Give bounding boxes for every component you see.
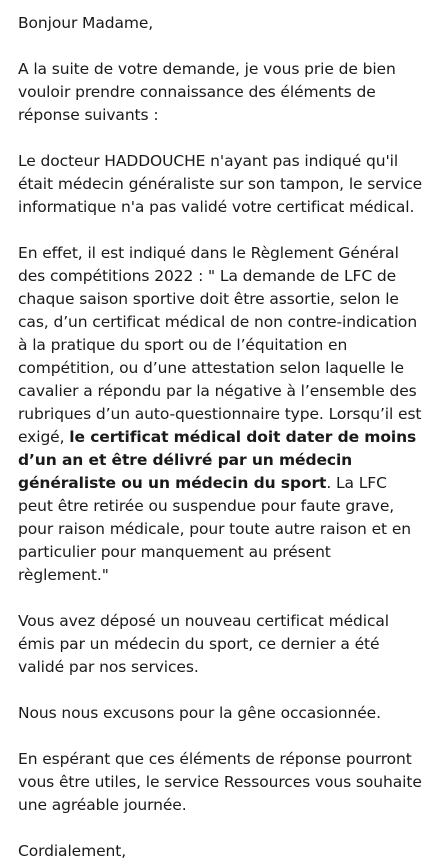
greeting: Bonjour Madame, [18, 14, 154, 32]
signoff: Cordialement, [18, 842, 127, 860]
doctor-paragraph: Le docteur HADDOUCHE n'ayant pas indiqué qu'il était médecin généraliste sur son tampon, le service informatique n'a pas validé votre certificat médical. [18, 152, 423, 216]
intro-paragraph: A la suite de votre demande, je vous prie de bien vouloir prendre connaissance des éléments de réponse suivants : [18, 60, 396, 124]
rules-text-before: En effet, il est indiqué dans le Règlement Général des compétitions 2022 : " La demande de LFC de chaque saison sportive doit être assortie, selon le cas, d’un certificat médical de non contre-indication à la pratique du sport ou de l’équitation en compétition, ou d’une attestation selon laquelle le cavalier a répondu par la négative à l’ensemble des rubriques d’un auto-questionnaire type. Lorsqu’il est exigé, [18, 244, 422, 446]
rules-text-after: . La LFC peut être retirée ou suspendue pour faute grave, pour raison médicale, pour toute autre raison et en particulier pour manquement au présent règlement." [18, 474, 411, 584]
apology-paragraph: Nous nous excusons pour la gêne occasionnée. [18, 704, 381, 722]
rules-text-bold: le certificat médical doit dater de moins d’un an et être délivré par un médecin généraliste ou un médecin du sport [18, 428, 417, 492]
closing-wish-paragraph: En espérant que ces éléments de réponse pourront vous être utiles, le service Ressources vous souhaite une agréable journée. [18, 750, 422, 814]
new-certificate-paragraph: Vous avez déposé un nouveau certificat médical émis par un médecin du sport, ce dernier a été validé par nos services. [18, 612, 389, 676]
rules-paragraph [18, 242, 424, 587]
